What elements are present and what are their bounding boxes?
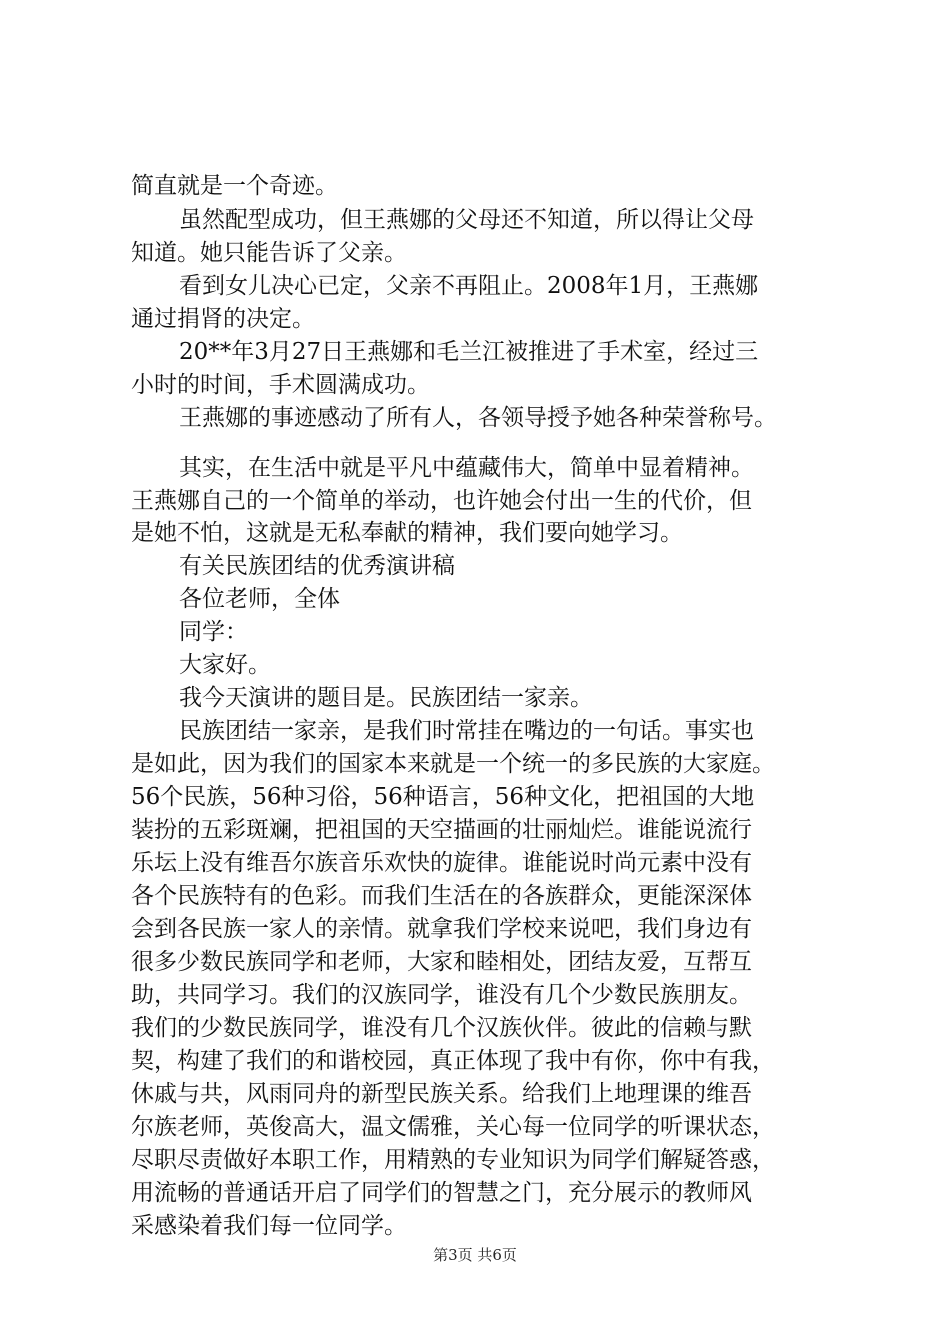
text-line: 56个民族，56种习俗，56种语言，56种文化，把祖国的大地 bbox=[131, 784, 755, 810]
text-line: 20**年3月27日王燕娜和毛兰江被推进了手术室，经过三 bbox=[179, 339, 759, 365]
text-line: 小时的时间，手术圆满成功。 bbox=[131, 372, 430, 398]
text-line: 其实，在生活中就是平凡中蕴藏伟大，简单中显着精神。 bbox=[179, 455, 754, 481]
text-line: 同学： bbox=[179, 619, 248, 645]
text-line: 采感染着我们每一位同学。 bbox=[131, 1213, 407, 1239]
text-line: 乐坛上没有维吾尔族音乐欢快的旋律。谁能说时尚元素中没有 bbox=[131, 850, 752, 876]
text-line: 虽然配型成功，但王燕娜的父母还不知道，所以得让父母 bbox=[179, 207, 754, 233]
text-line: 民族团结一家亲，是我们时常挂在嘴边的一句话。事实也 bbox=[179, 718, 754, 744]
text-line: 知道。她只能告诉了父亲。 bbox=[131, 240, 407, 266]
text-line: 看到女儿决心已定，父亲不再阻止。2008年1月，王燕娜 bbox=[179, 273, 759, 299]
text-line: 契，构建了我们的和谐校园，真正体现了我中有你，你中有我， bbox=[131, 1048, 775, 1074]
text-line: 尽职尽责做好本职工作，用精熟的专业知识为同学们解疑答惑， bbox=[131, 1147, 775, 1173]
text-line: 会到各民族一家人的亲情。就拿我们学校来说吧，我们身边有 bbox=[131, 916, 752, 942]
text-line: 各位老师，全体 bbox=[179, 586, 340, 612]
text-line: 简直就是一个奇迹。 bbox=[131, 173, 338, 199]
speech-title: 有关民族团结的优秀演讲稿 bbox=[179, 553, 455, 579]
text-line: 通过捐肾的决定。 bbox=[131, 306, 315, 332]
text-line: 大家好。 bbox=[179, 652, 271, 678]
text-line: 各个民族特有的色彩。而我们生活在的各族群众，更能深深体 bbox=[131, 883, 752, 909]
text-line: 我们的少数民族同学，谁没有几个汉族伙伴。彼此的信赖与默 bbox=[131, 1015, 752, 1041]
text-line: 王燕娜的事迹感动了所有人，各领导授予她各种荣誉称号。 bbox=[179, 405, 777, 431]
text-line: 我今天演讲的题目是。民族团结一家亲。 bbox=[179, 685, 593, 711]
text-line: 尔族老师，英俊高大，温文儒雅，关心每一位同学的听课状态， bbox=[131, 1114, 775, 1140]
text-line: 很多少数民族同学和老师，大家和睦相处，团结友爱，互帮互 bbox=[131, 949, 752, 975]
text-line: 王燕娜自己的一个简单的举动，也许她会付出一生的代价，但 bbox=[131, 488, 752, 514]
text-line: 休戚与共，风雨同舟的新型民族关系。给我们上地理课的维吾 bbox=[131, 1081, 752, 1107]
text-line: 用流畅的普通话开启了同学们的智慧之门，充分展示的教师风 bbox=[131, 1180, 752, 1206]
text-line: 是如此，因为我们的国家本来就是一个统一的多民族的大家庭。 bbox=[131, 751, 775, 777]
text-line: 助，共同学习。我们的汉族同学，谁没有几个少数民族朋友。 bbox=[131, 982, 752, 1008]
page-number-footer: 第3页 共6页 bbox=[433, 1246, 517, 1264]
text-line: 装扮的五彩斑斓，把祖国的天空描画的壮丽灿烂。谁能说流行 bbox=[131, 817, 752, 843]
text-line: 是她不怕，这就是无私奉献的精神，我们要向她学习。 bbox=[131, 520, 683, 546]
